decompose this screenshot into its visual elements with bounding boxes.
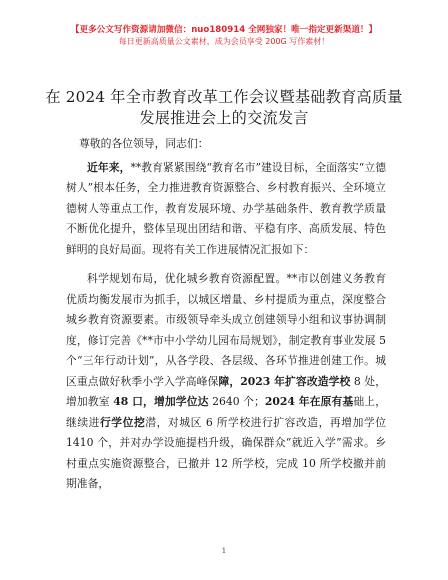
paragraph-1-lead: 近年来， [87,160,131,174]
paragraph-2 [66,269,386,495]
greeting: 尊敬的各位领导，同志们： [79,137,209,150]
banner-line-2: 每日更新高质量公文素材，成为会员享受 200G 写作素材！ [118,37,330,46]
paragraph-2-seg-5: 潜，对城区 6 所学校进行扩容改造，再增加学位 1410 个，并对办学设施提档升级，确保群众“就近入学”需求。乡村重点实施资源整合，已撤并 12 所学校，完成 10 所学校撤并前期准备， [66,415,387,490]
paragraph-2-seg-1: 科学规划布局，优化城乡教育资源配置。**市以创建义务教育优质均衡发展市为抓手，以城区增量、乡村提质为重点，深度整合城乡教育资源要素。市级领导牵头成立创建领导小组和议事协调制度，修订完善《**市中小学幼儿园布局规划》，制定教育事业发展 5 个“三年行动计划”，从各学段、各层级、各环节推进创建工作。城区重点做好秋季小学入学高峰保 [66,272,386,388]
header-banner [0,24,448,48]
paragraph-2-bold-2: 48 口，增加学位达 [113,395,209,408]
paragraph-2-seg-2: 8 处，增加教室 [66,374,386,408]
paragraph-2-bold-3: 2024 年在原有基 [264,395,354,408]
paragraph-2-bold-4: 行学位挖 [99,415,146,429]
paragraph-2-bold-1: 障，2023 年扩容改造学校 [218,374,351,388]
document-body [66,134,386,504]
paragraph-2-seg-3: 2640 个； [208,395,265,408]
paragraph-1-text: **教育紧紧围绕“教育名市”建设目标，全面落实“立德树人”根本任务，全力推进教育资源整合、乡村教育振兴、全环境立德树人等重点工作，教育发展环境、办学基础条件、教育教学质量不断优化提升，整体呈现出团结和谐、平稳有序、高质发展、特色鲜明的良好局面。现将有关工作进展情况汇报如下： [66,160,386,256]
page-number: 1 [221,547,227,555]
paragraph-2-seg-4: 础上，继续进 [66,395,386,429]
document-title: 在 2024 年全市教育改革工作会议暨基础教育高质量发展推进会上的交流发言 [45,88,403,127]
banner-line-1: 【更多公文写作资源请加微信：nuo180914 全网独家！唯一指定更新渠道！】 [70,25,378,35]
paragraph-1 [66,158,386,261]
